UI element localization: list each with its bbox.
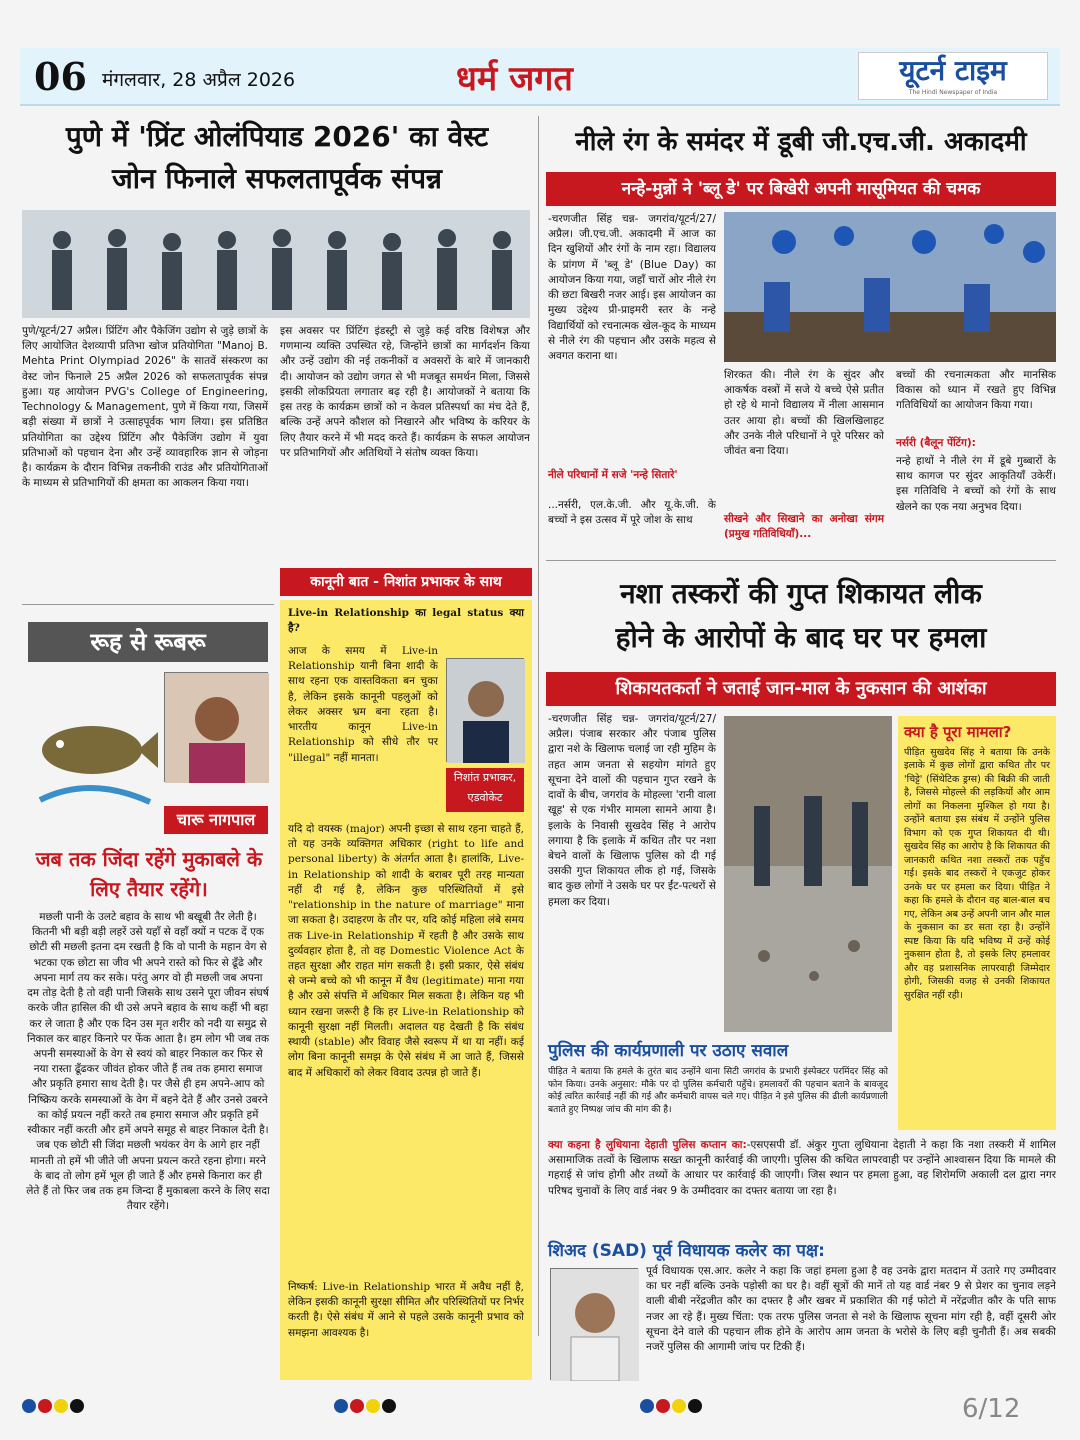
olympiad-col1: पुणे/यूटर्न/27 अप्रैल। प्रिंटिंग और पैकेजिंग उद्योग से जुड़े छात्रों के लिए आयोजित देशव्यापी प्रतिभा खोज प्रतियोगिता "Manoj B. Mehta Print Olympiad 2026" के सातवें संस्करण का वेस्ट जोन फिनाले 25 अप्रैल 2026 को सफलतापूर्वक संपन्न हुआ। यह आयोजन PVG's College of Engineering, Technology & Management, पुणे में किया गया, जिसमें बड़ी संख्या में छात्रों ने उत्साहपूर्वक भाग लिया। इस प्रतिष्ठित प्रतियोगिता का उद्देश्य प्रिंटिंग और पैकेजिंग उद्योग में युवा प्रतिभाओं को पहचान देना और उन्हें व्यावहारिक ज्ञान से जोड़ना है। कार्यक्रम के दौरान विभिन्न तकनीकी राउंड और प्रतियोगिताओं के माध्यम से प्रतिभागियों की क्षमता का आकलन किया गया। (22, 325, 268, 490)
kanooni-banner: कानूनी बात - निशांत प्रभाकर के साथ (280, 568, 532, 596)
color-register-left (22, 1398, 86, 1417)
fish-icon (30, 670, 160, 820)
kya-box-title: क्या है पूरा मामला? (904, 723, 1012, 741)
ssp-body: -एसएसपी डॉ. अंकुर गुप्ता लुधियाना देहाती ने कहा कि नशा तस्करी में शामिल असामाजिक तत्वों के खिलाफ सख्त कानूनी कार्रवाई की जाएगी। पुलिस की कथित लापरवाही पर उन्होंने आश्वासन दिया कि मामले की गहराई से जांच होगी और तथ्यों के आधार पर कार्रवाई की जाएगी। जिस स्थान पर हमला हुआ, वह शिरोमणि अकाली दल द्वारा नगर परिषद चुनावों के लिए वार्ड नंबर 9 के उम्मीदवार का दफ्तर बताया जा रहा है। (548, 1139, 1056, 1197)
sad-headline: शिअद (SAD) पूर्व विधायक कलेर का पक्ष: (548, 1241, 825, 1261)
sad-body: पूर्व विधायक एस.आर. कलेर ने कहा कि जहां हमला हुआ है वह उनके द्वारा मतदान में उतारे गए उम्मीदवार का घर नहीं बल्कि उनके पड़ोसी का घर है। वहीं सूत्रों की मानें तो यह वार्ड नंबर 9 से प्रेशर का चुनाव लड़ने वाली बीबी नरेंद्रजीत कौर का दफ्तर है और खबर में प्रकाशित की गई फोटो में नरेंद्रजीत कौर के पति साफ नजर आ रहे हैं। मुख्य चिंता: एक तरफ पुलिस जनता से नशे के खिलाफ सूचना मांग रही है, वहीं दूसरी ओर सूचना देने वाले की पहचान लीक होने के आरोप आम जनता के भरोसे के लिए बड़ी चुनौती हैं। अब सबकी नजरें पुलिस की आगामी जांच पर टिकी हैं। (646, 1265, 1056, 1354)
kanooni-conclusion: निष्कर्ष: Live-in Relationship भारत में अवैध नहीं है, लेकिन इसकी कानूनी सुरक्षा सीमित और परिस्थितियों पर निर्भर करती है। ऐसे संबंध में आने से पहले उसके कानूनी प्रभाव को समझना आवश्यक है। (288, 1281, 524, 1339)
kaler-photo (550, 1268, 638, 1380)
ghg-col3: बच्चों की रचनात्मकता और मानसिक विकास को ध्यान में रखते हुए विभिन्न गतिविधियों का आयोजन किया गया। (896, 369, 1056, 412)
olympiad-photo (22, 210, 530, 318)
ghg-col3-end: नन्हे हाथों ने नीले रंग में डूबे गुब्बारों के साथ कागज पर सुंदर आकृतियाँ उकेरीं। इस गतिविधि ने बच्चों को रंगों के साथ खेलने का एक नया अनुभव दिया। (896, 455, 1056, 513)
police-headline: पुलिस की कार्यप्रणाली पर उठाए सवाल (548, 1041, 789, 1061)
section-title: धर्म जगत (456, 59, 573, 99)
kanooni-para1: आज के समय में Live-in Relationship यानी बिना शादी के साथ रहना एक वास्तविकता बन चुका है, लेकिन इसके कानूनी पहलुओं को लेकर अक्सर भ्रम बना रहता है। भारतीय कानून Live-in Relationship को सीधे तौर पर "illegal" नहीं मानता। (288, 645, 438, 764)
kaler-avatar-icon (551, 1269, 639, 1381)
fish-illustration (30, 670, 160, 820)
lawyer-avatar-icon (447, 659, 525, 763)
lawyer-caption: निशांत प्रभाकर, एडवोकेट (446, 768, 524, 812)
kanooni-para2: यदि दो वयस्क (major) अपनी इच्छा से साथ रहना चाहते हैं, तो यह उनके व्यक्तिगत अधिकार (right to life and personal liberty) के अंतर्गत आता है। हालांकि, Live-in Relationship को शादी के बराबर पूरी तरह मान्यता नहीं दी गई है, लेकिन कुछ परिस्थितियों में इसे "relationship in the nature of marriage" माना जा सकता है। उदाहरण के तौर पर, यदि कोई महिला लंबे समय तक Live-in Relationship में रहती है और उसके साथ दुर्व्यवहार होता है, तो वह Domestic Violence Act के तहत सुरक्षा और राहत मांग सकती है। इसी प्रकार, ऐसे संबंध से जन्मे बच्चे को भी कानून में वैध (legitimate) माना गया है और उसे संपत्ति में अधिकार मिल सकता है। लेकिन यह भी ध्यान रखना जरूरी है कि हर Live-in Relationship को कानूनी सुरक्षा नहीं मिलती। अदालत यह देखती है कि संबंध स्थायी (stable) और विवाह जैसे स्वरूप में था या नहीं। कई लोग बिना कानूनी समझ के ऐसे संबंध में आ जाते हैं, जिससे बाद में अधिकारों को लेकर विवाद उत्पन्न हो जाते हैं। (288, 823, 524, 1079)
ssp-statement (548, 1138, 1056, 1232)
color-register-center (334, 1398, 398, 1417)
masthead (20, 48, 1060, 106)
ssp-label: क्या कहना है लुधियाना देहाती पुलिस कप्तान का: (548, 1139, 747, 1151)
olympiad-col2: इस अवसर पर प्रिंटिंग इंडस्ट्री से जुड़े कई वरिष्ठ विशेषज्ञ और गणमान्य व्यक्ति उपस्थित रहे, जिन्होंने छात्रों का मार्गदर्शन किया और उन्हें उद्योग की नई तकनीकों व अवसरों के बारे में जानकारी दी। आयोजन को उद्योग जगत से भी मजबूत समर्थन मिला, जिससे इसकी लोकप्रियता लगातार बढ़ रही है। आयोजकों ने बताया कि इस तरह के कार्यक्रम छात्रों को न केवल प्रतिस्पर्धा का मंच देते हैं, बल्कि उन्हें अपने कौशल को निखारने और भविष्य के करियर के लिए तैयार करने में भी मदद करते हैं। कार्यक्रम के सफल आयोजन पर प्रतिभागियों और अतिथियों ने संतोष व्यक्त किया। (280, 325, 530, 459)
issue-date: मंगलवार, 28 अप्रैल 2026 (102, 69, 296, 91)
rooh-banner: रूह से रूबरू (28, 622, 268, 662)
nasha-photo (724, 716, 892, 1032)
divider (22, 604, 274, 605)
rooh-body: मछली पानी के उलटे बहाव के साथ भी बखूबी तैर लेती है। कितनी भी बड़ी बड़ी लहरें उसे यहाँ से वहाँ क्यों न पटक दें एक छोटी सी मछली इतना दम रखती है कि वो पानी के महान वेग से भटका एक छोटा सा जीव भी अपने रास्ते को फिर से ढूँढे और अपना मार्ग तय कर सके। परंतु अगर वो ही मछली जब अपना दम तोड़ देती है तो वही पानी जिसके साथ उसने पूरा जीवन संघर्ष करके जीत हासिल की थी उसे अपने बहाव के साथ कहीं भी बहा कर ले जाता है और एक दिन उस मृत शरीर को नदी या समुद्र से निकाल कर बाहर किनारे पर फेंक आता है। हम लोग भी जब तक अपनी समस्याओं के वेग से स्वयं को बाहर निकाल कर फिर से नया रास्ता ढूँढकर जीवंत होकर जीते हैं तब तक हमारा समाज और प्रकृति हमारा साथ देती है। पर जैसे ही हम अपने-आप को निष्क्रिय करके समस्याओं के वेग में बहने देते हैं और उनसे उबरने का कोई प्रयत्न नहीं करते तब हमारा समाज और प्रकृति हमें स्वीकार नहीं करती और हमें अपने समूह से बाहर निकाल देती है। जब एक छोटी सी जिंदा मछली भयंकर वेग के आगे हार नहीं मानती तो हमें भी जीते जी अपना प्रयत्न करते रहना होगा। मरने के बाद तो लोग हमें भूल ही जाते हैं और हमसे किनारा कर ही लेते हैं तो फिर जब तक हम जिन्दा हैं मुकाबला करने के लिए सदा तैयार रहेंगे। (26, 911, 270, 1213)
page-counter[interactable]: 6/12 (962, 1394, 1021, 1424)
lawyer-photo (446, 658, 524, 762)
ghg-headline: नीले रंग के समंदर में डूबी जी.एच.जी. अकादमी (575, 127, 1027, 157)
author-name: चारू नागपाल (164, 806, 268, 834)
brand-logo: यूटर्न टाइम The Hindi Newspaper of India (858, 52, 1048, 100)
ghg-subhead: नन्हे-मुन्नों ने 'ब्लू डे' पर बिखेरी अपनी मासूमियत की चमक (546, 172, 1056, 206)
rooh-headline: जब तक जिंदा रहेंगे मुकाबले के लिए तैयार रहेंगे। (35, 847, 263, 901)
nasha-subhead: शिकायतकर्ता ने जताई जान-माल के नुकसान की आशंका (546, 672, 1056, 706)
police-body: पीड़ित ने बताया कि हमले के तुरंत बाद उन्होंने थाना सिटी जगरांव के प्रभारी इंस्पेक्टर परमिंदर सिंह को फोन किया। उनके अनुसार: मौके पर दो पुलिस कर्मचारी पहुँचे। हमलावरों की पहचान बताने के बावजूद कोई त्वरित कार्रवाई नहीं की गई और कर्मचारी वापस चले गए। पीड़ित ने इसे पुलिस की ढीली कार्यप्रणाली बताते हुए निष्पक्ष जांच की मांग की है। (548, 1067, 888, 1115)
ghg-col3-subhead: नर्सरी (बैलून पेंटिंग): (896, 437, 976, 449)
ghg-col2: शिरकत की। नीले रंग के सुंदर और आकर्षक वस्त्रों में सजे ये बच्चे ऐसे प्रतीत हो रहे थे मानो विद्यालय में नीला आसमान उतर आया हो। बच्चों की खिलखिलाहट और उनके नीले परिधानों ने पूरे परिसर को जीवंत बना दिया। (724, 369, 884, 458)
classroom-photo-icon (724, 212, 1056, 362)
divider (546, 560, 1056, 561)
house-attack-photo-icon (724, 716, 892, 1032)
page-number: 06 (34, 54, 87, 99)
kya-box-body: पीड़ित सुखदेव सिंह ने बताया कि उनके इलाके में कुछ लोगों द्वारा कथित तौर पर 'चिट्टे' (सिंथेटिक ड्रग्स) की बिक्री की जाती है, जिससे मोहल्ले की लड़कियों और आम लोगों का निकलना मुश्किल हो गया है। उन्होंने बताया इस संबंध में उन्होंने पुलिस विभाग को एक गुप्त शिकायत दी थी। सुखदेव सिंह का आरोप है कि शिकायत की जानकारी कथित नशा तस्करों तक पहुँच गई। इसके बाद तस्करों ने एकजुट होकर उनके घर पर हमला कर दिया। पीड़ित ने कहा कि हमले के दौरान वह बाल-बाल बच गए, लेकिन अब उन्हें अपनी जान और माल के नुकसान का डर सता रहा है। उन्होंने स्पष्ट किया कि यदि भविष्य में उन्हें कोई नुकसान होता है, तो इसके लिए हमलावर और वह प्रशासनिक लापरवाही जिम्मेदार होगी, जिसकी वजह से उनकी शिकायत सुरक्षित नहीं रही। (904, 747, 1050, 1001)
olympiad-headline: पुणे में 'प्रिंट ओलंपियाड 2026' का वेस्ट जोन फिनाले सफलतापूर्वक संपन्न (65, 120, 489, 195)
author-avatar-icon (165, 673, 269, 783)
ghg-col1-subhead: नीले परिधानों में सजे 'नन्हे सितारे' (548, 469, 678, 481)
color-register-right (640, 1398, 704, 1417)
ghg-col2-subhead: सीखने और सिखाने का अनोखा संगम (प्रमुख गतिविधियाँ)... (724, 513, 884, 541)
author-photo (164, 672, 268, 782)
group-photo-icon (22, 210, 530, 318)
kanooni-question: Live-in Relationship का legal status क्या है? (288, 607, 524, 635)
nasha-headline: नशा तस्करों की गुप्त शिकायत लीक होने के आरोपों के बाद घर पर हमला (615, 577, 987, 654)
ghg-col1: -चरणजीत सिंह चन्न- जगरांव/यूटर्न/27/अप्रैल। जी.एच.जी. अकादमी में आज का दिन खुशियों और रंगों के नाम रहा। विद्यालय के प्रांगण में 'ब्लू डे' (Blue Day) का आयोजन किया गया, जहाँ चारों ओर नीले रंग की छटा बिखरी नजर आई। इस आयोजन का मुख्य उद्देश्य प्री-प्राइमरी स्तर के नन्हे विद्यार्थियों को रचनात्मक खेल-कूद के माध्यम से नीले रंग की पहचान और उसके महत्व से अवगत कराना था। (548, 213, 716, 362)
column-divider (538, 116, 539, 1336)
nasha-col1: -चरणजीत सिंह चन्न- जगरांव/यूटर्न/27/अप्रैल। पंजाब सरकार और पंजाब पुलिस द्वारा नशे के खिलाफ चलाई जा रही मुहिम के तहत आम जनता से सहयोग मांगते हुए सूचना देने वालों की पहचान गुप्त रखने के दावों के बीच, जगरांव के मोहल्ला 'रानी वाला खूह' से एक गंभीर मामला सामने आया है। इलाके के निवासी सुखदेव सिंह ने आरोप लगाया है कि इलाके में कथित तौर पर नशा बेचने वालों के खिलाफ पुलिस को दी गई उसकी गुप्त शिकायत लीक हो गई, जिसके बाद कुछ लोगों ने उसके घर पर ईंट-पत्थरों से हमला कर दिया। (548, 713, 716, 908)
ghg-col1-end: ...नर्सरी, एल.के.जी. और यू.के.जी. के बच्चों ने इस उत्सव में पूरे जोश के साथ (548, 499, 716, 527)
ghg-photo (724, 212, 1056, 362)
